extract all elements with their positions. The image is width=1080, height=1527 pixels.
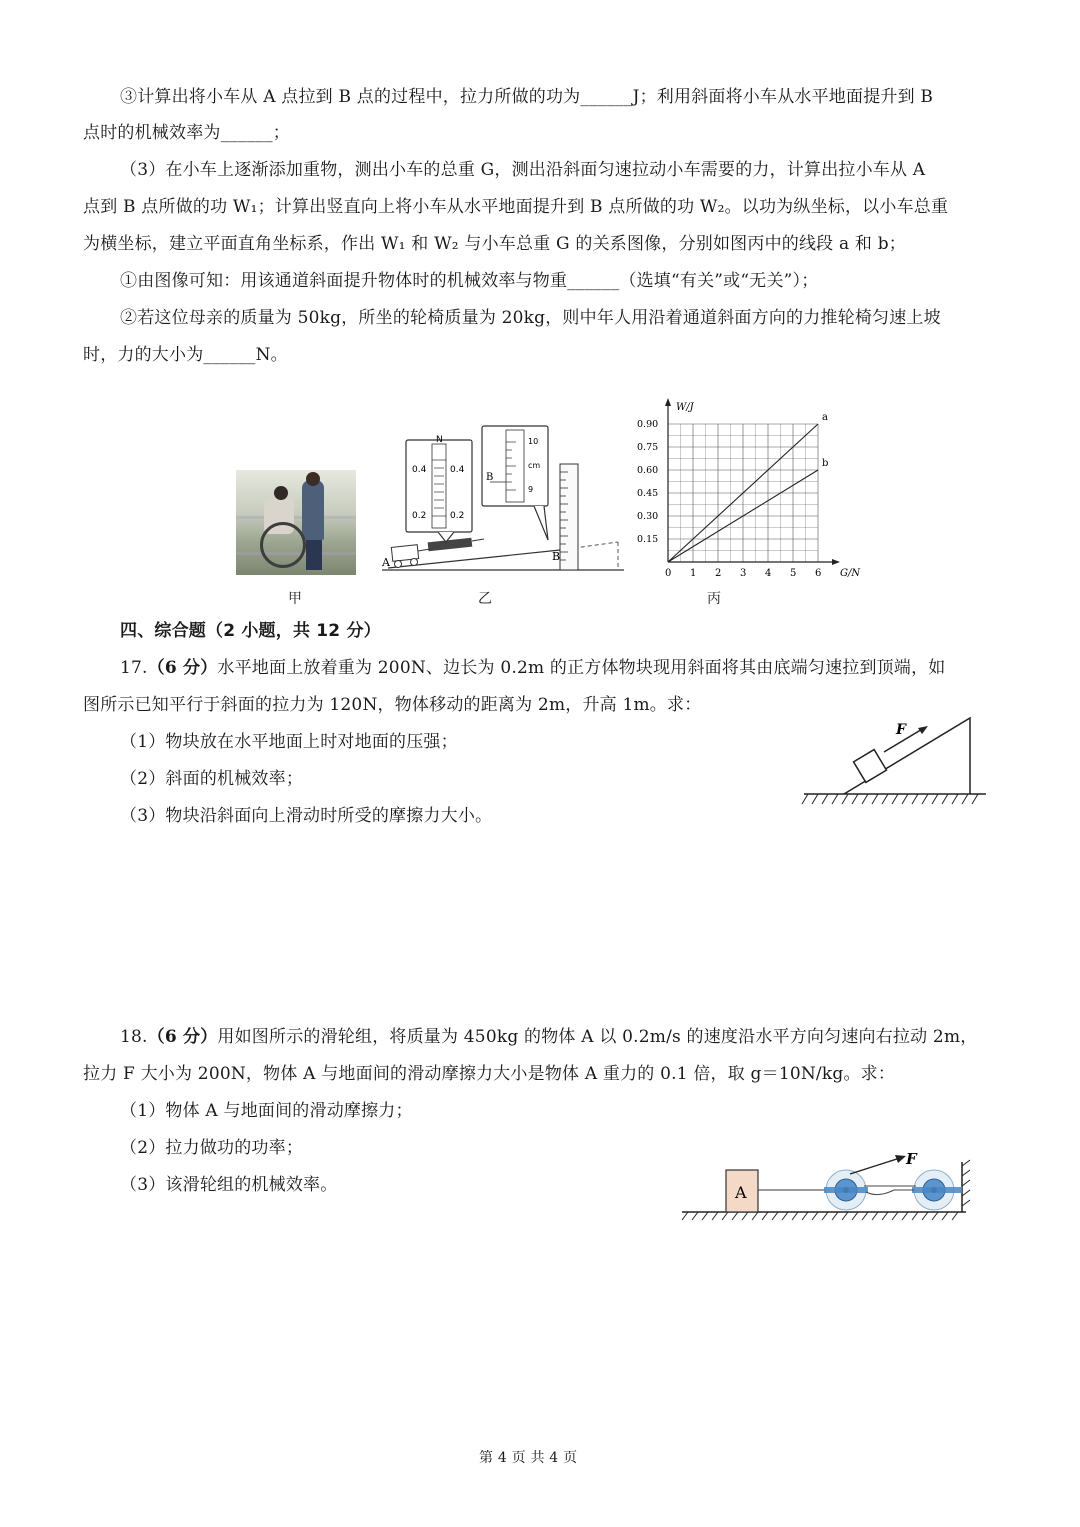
q17-text-1: 水平地面上放着重为 200N、边长为 0.2m 的正方体物块现用斜面将其由底端匀速拉到顶端，如 bbox=[217, 658, 946, 678]
q18-item-3: （3）该滑轮组的机械效率。 bbox=[120, 1175, 338, 1195]
x-tick-label: 1 bbox=[690, 568, 697, 579]
y-tick-label: 0.60 bbox=[637, 465, 659, 476]
ruler-cm-label: cm bbox=[528, 461, 541, 470]
q18-score: （6 分） bbox=[147, 1027, 218, 1047]
page-number: 第 4 页 共 4 页 bbox=[479, 1450, 578, 1466]
x-axis-arrow bbox=[832, 559, 840, 565]
text-line-4: 点到 B 点所做的功 W₁；计算出竖直向上将小车从水平地面提升到 B 点所做的功 W₂。以功为纵坐标，以小车总重 bbox=[83, 197, 949, 217]
q18-force-label: F bbox=[906, 1150, 917, 1168]
caption-yi: 乙 bbox=[478, 591, 492, 607]
chart-series bbox=[668, 412, 828, 562]
text-line-3: （3）在小车上逐渐添加重物，测出小车的总重 G，测出沿斜面匀速拉动小车需要的力，计算出拉小车从 A bbox=[120, 160, 926, 180]
gauge-0.2-left: 0.2 bbox=[412, 511, 427, 521]
ruler-9-label: 9 bbox=[528, 485, 534, 494]
incline-experiment-diagram bbox=[378, 420, 628, 580]
y-axis-label: W/J bbox=[676, 402, 694, 413]
point-a-label: A bbox=[382, 556, 390, 569]
chart-ticks bbox=[637, 402, 861, 579]
text-line-2: 点时的机械效率为______； bbox=[83, 123, 290, 143]
q17-force-label: F bbox=[896, 722, 906, 738]
q17-number: 17. bbox=[120, 658, 148, 678]
series-label-b: b bbox=[822, 458, 829, 469]
incline-block-diagram bbox=[800, 712, 990, 812]
q17-line-1 bbox=[120, 657, 945, 679]
gauge-0.2-right: 0.2 bbox=[450, 511, 465, 521]
ruler-b-label: B bbox=[486, 472, 494, 483]
q18-block-label: A bbox=[735, 1183, 747, 1202]
wheelchair-ramp-photo bbox=[236, 470, 356, 575]
pulley-system-diagram bbox=[678, 1146, 978, 1226]
x-axis-label: G/N bbox=[840, 568, 861, 579]
y-tick-label: 0.30 bbox=[637, 511, 659, 522]
q17-score: （6 分） bbox=[147, 658, 218, 678]
x-tick-label: 4 bbox=[765, 568, 772, 579]
y-tick-label: 0.90 bbox=[637, 419, 659, 430]
caption-bing: 丙 bbox=[707, 591, 721, 607]
section-4-heading: 四、综合题（2 小题，共 12 分） bbox=[120, 621, 381, 641]
x-tick-label: 2 bbox=[715, 568, 722, 579]
gauge-unit: N bbox=[436, 435, 443, 445]
x-tick-label: 3 bbox=[740, 568, 747, 579]
q18-item-2: （2）拉力做功的功率； bbox=[120, 1138, 304, 1158]
ruler-10-label: 10 bbox=[528, 437, 539, 446]
q18-item-1: （1）物体 A 与地面间的滑动摩擦力； bbox=[120, 1101, 413, 1121]
gauge-0.4-right: 0.4 bbox=[450, 465, 465, 475]
y-axis-arrow bbox=[665, 398, 671, 406]
gauge-0.4-left: 0.4 bbox=[412, 465, 427, 475]
q18-number: 18. bbox=[120, 1027, 148, 1047]
x-tick-label: 0 bbox=[665, 568, 672, 579]
series-label-a: a bbox=[822, 412, 828, 423]
q17-item-2: （2）斜面的机械效率； bbox=[120, 769, 304, 789]
q17-line-2: 图所示已知平行于斜面的拉力为 120N，物体移动的距离为 2m，升高 1m。求： bbox=[83, 695, 702, 715]
text-line-8: 时，力的大小为______N。 bbox=[83, 345, 288, 365]
text-line-1: ③计算出将小车从 A 点拉到 B 点的过程中，拉力所做的功为______J；利用斜面将小车从水平地面提升到 B bbox=[120, 87, 934, 107]
q17-item-1: （1）物块放在水平地面上时对地面的压强； bbox=[120, 732, 458, 752]
x-tick-label: 6 bbox=[815, 568, 822, 579]
text-line-6: ①由图像可知：用该通道斜面提升物体时的机械效率与物重______（选填“有关”或“无关”）； bbox=[120, 271, 819, 291]
y-tick-label: 0.15 bbox=[637, 534, 659, 545]
text-line-7: ②若这位母亲的质量为 50kg，所坐的轮椅质量为 20kg，则中年人用沿着通道斜面方向的力推轮椅匀速上坡 bbox=[120, 308, 941, 328]
q17-item-3: （3）物块沿斜面向上滑动时所受的摩擦力大小。 bbox=[120, 806, 493, 826]
y-tick-label: 0.75 bbox=[637, 442, 659, 453]
caption-jia: 甲 bbox=[288, 591, 302, 607]
q18-line-1 bbox=[120, 1026, 977, 1048]
q18-text-1: 用如图所示的滑轮组，将质量为 450kg 的物体 A 以 0.2m/s 的速度沿水平方向匀速向右拉动 2m， bbox=[217, 1027, 978, 1047]
q18-line-2: 拉力 F 大小为 200N，物体 A 与地面间的滑动摩擦力大小是物体 A 重力的 0.1 倍，取 g＝10N/kg。求： bbox=[83, 1064, 896, 1084]
work-vs-weight-chart bbox=[630, 396, 861, 586]
y-tick-label: 0.45 bbox=[637, 488, 659, 499]
point-b-label: B bbox=[552, 550, 561, 563]
x-tick-label: 5 bbox=[790, 568, 797, 579]
text-line-5: 为横坐标，建立平面直角坐标系，作出 W₁ 和 W₂ 与小车总重 G 的关系图像，分别如图丙中的线段 a 和 b； bbox=[83, 234, 907, 254]
